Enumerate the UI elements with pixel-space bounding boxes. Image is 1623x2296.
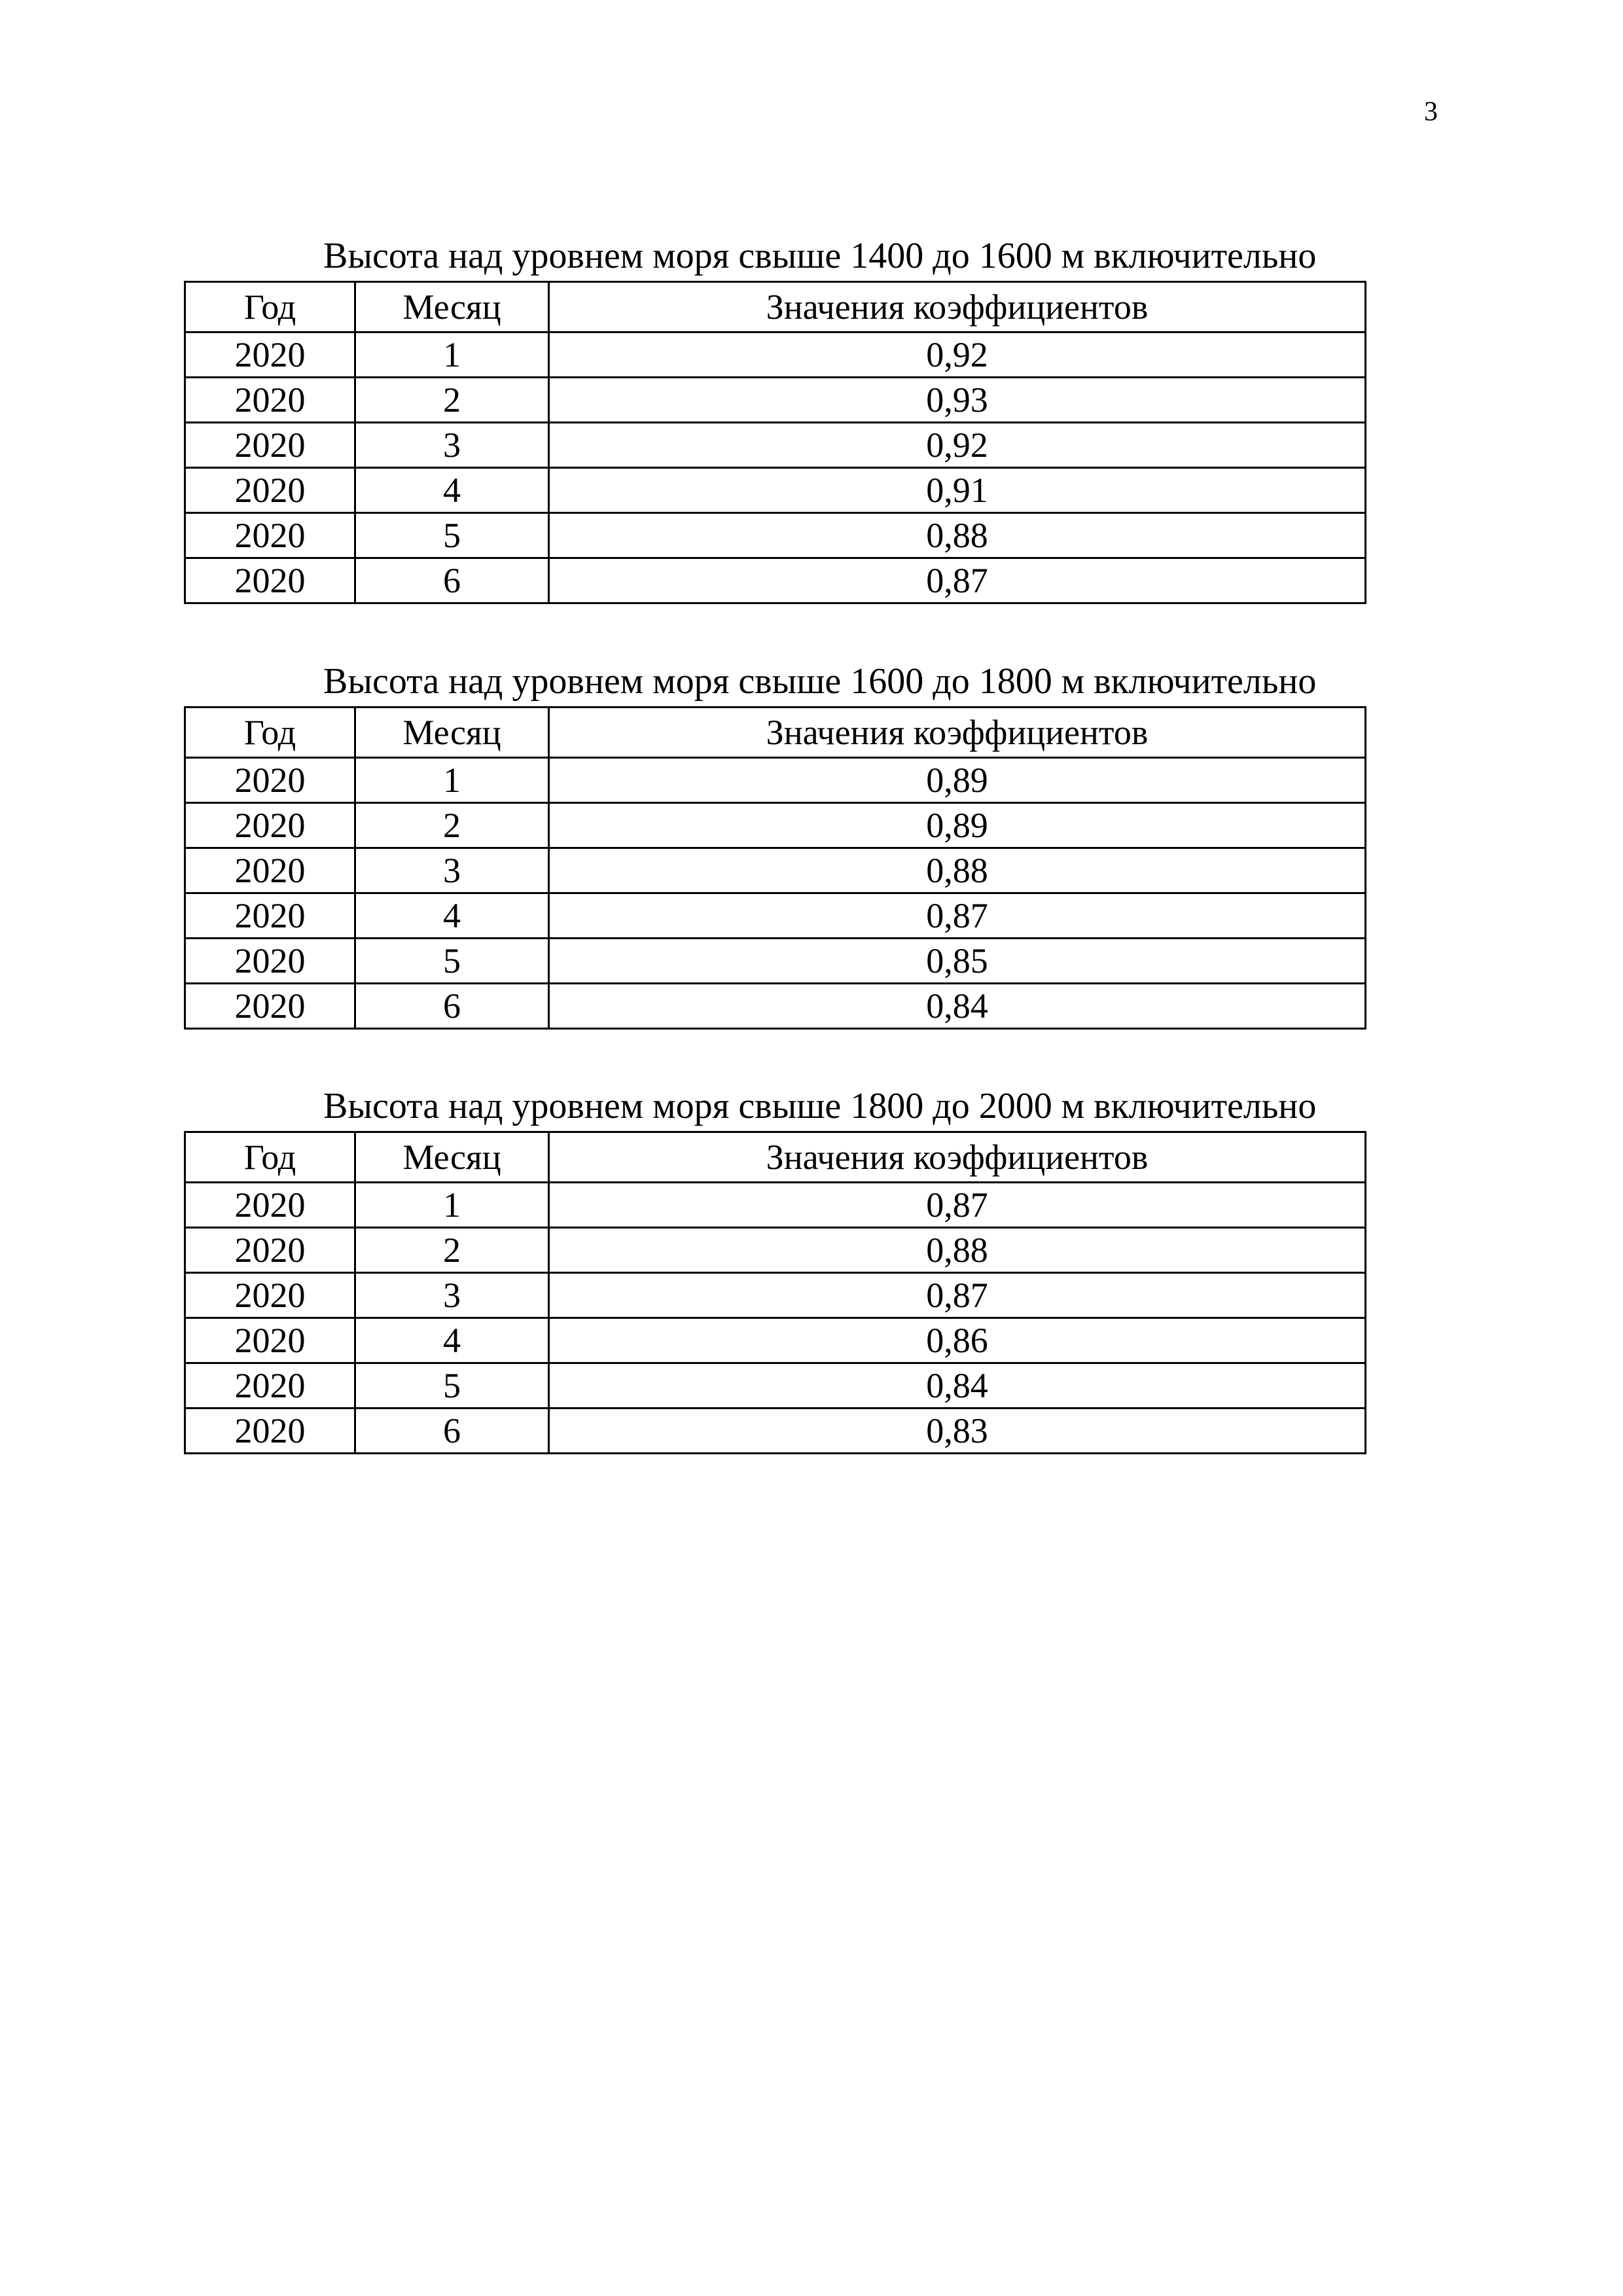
month-cell: 6 xyxy=(355,1408,549,1454)
month-cell: 2 xyxy=(355,803,549,848)
month-cell: 1 xyxy=(355,1183,549,1228)
month-cell: 2 xyxy=(355,378,549,423)
year-cell: 2020 xyxy=(185,848,355,893)
year-cell: 2020 xyxy=(185,939,355,984)
table-row xyxy=(185,1183,1366,1228)
value-cell: 0,83 xyxy=(549,1408,1366,1454)
table-row xyxy=(185,378,1366,423)
year-cell: 2020 xyxy=(185,1408,355,1454)
page-number: 3 xyxy=(1424,97,1438,127)
year-cell: 2020 xyxy=(185,758,355,803)
value-cell: 0,88 xyxy=(549,848,1366,893)
month-cell: 3 xyxy=(355,423,549,468)
value-cell: 0,87 xyxy=(549,1183,1366,1228)
value-cell: 0,86 xyxy=(549,1318,1366,1363)
year-cell: 2020 xyxy=(185,1228,355,1273)
table-header-row xyxy=(185,282,1366,332)
table-row xyxy=(185,758,1366,803)
year-cell: 2020 xyxy=(185,984,355,1029)
section-title: Высота над уровнем моря свыше 1600 до 1800 м включительно xyxy=(323,661,1317,702)
section-title: Высота над уровнем моря свыше 1400 до 1600 м включительно xyxy=(323,236,1317,276)
month-cell: 4 xyxy=(355,1318,549,1363)
value-cell: 0,92 xyxy=(549,423,1366,468)
table-row xyxy=(185,893,1366,939)
table-row xyxy=(185,558,1366,603)
table-header-row xyxy=(185,1132,1366,1183)
month-cell: 3 xyxy=(355,1273,549,1318)
table-row xyxy=(185,1318,1366,1363)
month-cell: 4 xyxy=(355,468,549,513)
month-cell: 5 xyxy=(355,513,549,558)
year-cell: 2020 xyxy=(185,558,355,603)
year-cell: 2020 xyxy=(185,468,355,513)
value-cell: 0,84 xyxy=(549,1363,1366,1408)
year-column-header: Год xyxy=(185,282,355,332)
value-cell: 0,88 xyxy=(549,1228,1366,1273)
value-cell: 0,85 xyxy=(549,939,1366,984)
month-cell: 2 xyxy=(355,1228,549,1273)
month-cell: 6 xyxy=(355,984,549,1029)
year-cell: 2020 xyxy=(185,1318,355,1363)
year-cell: 2020 xyxy=(185,1183,355,1228)
month-column-header: Месяц xyxy=(355,1132,549,1183)
value-cell: 0,87 xyxy=(549,893,1366,939)
value-column-header: Значения коэффициентов xyxy=(549,282,1366,332)
month-cell: 4 xyxy=(355,893,549,939)
value-cell: 0,91 xyxy=(549,468,1366,513)
coefficients-table xyxy=(184,706,1366,1030)
value-cell: 0,89 xyxy=(549,758,1366,803)
altitude-section-1400-1600 xyxy=(184,238,1364,604)
table-row xyxy=(185,1273,1366,1318)
year-cell: 2020 xyxy=(185,513,355,558)
year-cell: 2020 xyxy=(185,1363,355,1408)
value-cell: 0,89 xyxy=(549,803,1366,848)
table-row xyxy=(185,1363,1366,1408)
table-row xyxy=(185,513,1366,558)
table-row xyxy=(185,1408,1366,1454)
table-row xyxy=(185,939,1366,984)
table-row xyxy=(185,1228,1366,1273)
month-cell: 3 xyxy=(355,848,549,893)
value-cell: 0,88 xyxy=(549,513,1366,558)
altitude-section-1800-2000 xyxy=(184,1088,1364,1454)
section-title: Высота над уровнем моря свыше 1800 до 2000 м включительно xyxy=(323,1086,1317,1126)
value-cell: 0,93 xyxy=(549,378,1366,423)
month-column-header: Месяц xyxy=(355,708,549,758)
table-row xyxy=(185,332,1366,378)
year-cell: 2020 xyxy=(185,1273,355,1318)
year-cell: 2020 xyxy=(185,423,355,468)
table-row xyxy=(185,984,1366,1029)
year-cell: 2020 xyxy=(185,893,355,939)
year-cell: 2020 xyxy=(185,803,355,848)
table-header-row xyxy=(185,708,1366,758)
month-cell: 1 xyxy=(355,758,549,803)
year-column-header: Год xyxy=(185,708,355,758)
month-cell: 1 xyxy=(355,332,549,378)
table-row xyxy=(185,468,1366,513)
value-cell: 0,87 xyxy=(549,1273,1366,1318)
table-row xyxy=(185,848,1366,893)
value-column-header: Значения коэффициентов xyxy=(549,708,1366,758)
year-cell: 2020 xyxy=(185,332,355,378)
coefficients-table xyxy=(184,281,1366,604)
month-cell: 5 xyxy=(355,939,549,984)
month-cell: 5 xyxy=(355,1363,549,1408)
coefficients-table xyxy=(184,1131,1366,1454)
month-column-header: Месяц xyxy=(355,282,549,332)
value-column-header: Значения коэффициентов xyxy=(549,1132,1366,1183)
value-cell: 0,92 xyxy=(549,332,1366,378)
value-cell: 0,87 xyxy=(549,558,1366,603)
table-row xyxy=(185,803,1366,848)
month-cell: 6 xyxy=(355,558,549,603)
altitude-section-1600-1800 xyxy=(184,663,1364,1030)
year-cell: 2020 xyxy=(185,378,355,423)
year-column-header: Год xyxy=(185,1132,355,1183)
table-row xyxy=(185,423,1366,468)
value-cell: 0,84 xyxy=(549,984,1366,1029)
